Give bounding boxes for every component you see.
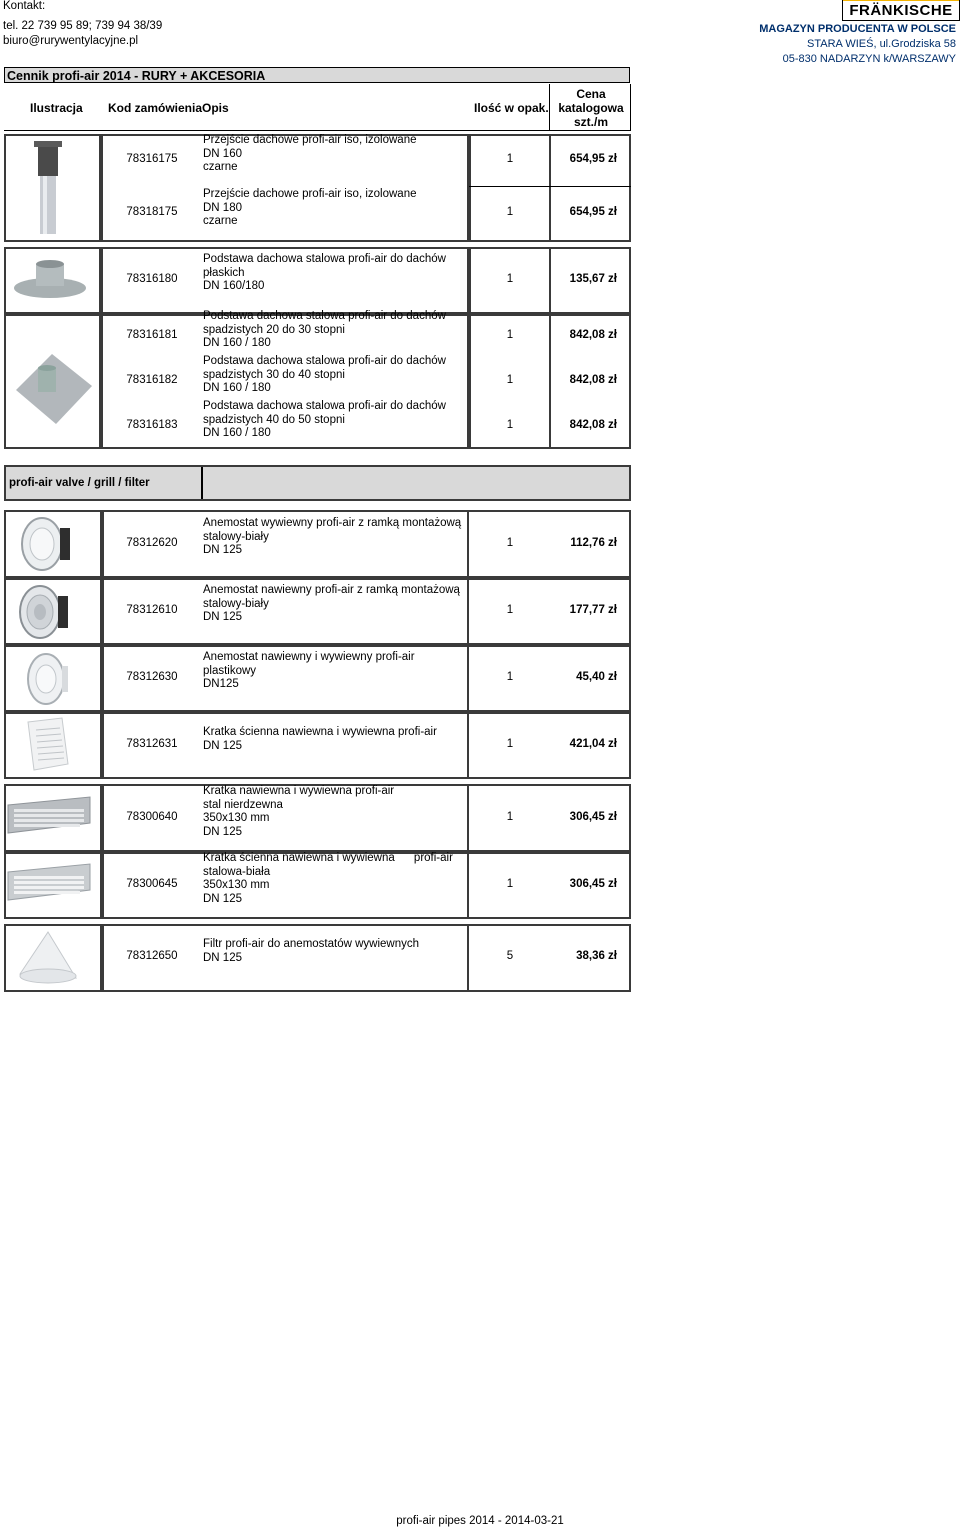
header-bottom-line — [4, 130, 631, 131]
supply-valve-image — [18, 584, 78, 640]
row-divider — [469, 186, 631, 187]
package-quantity: 1 — [506, 738, 514, 750]
order-code: 78312650 — [126, 950, 178, 962]
flat-roof-base-image — [8, 258, 98, 302]
product-description: Anemostat nawiewny i wywiewny profi-air plastikowy DN125 — [203, 651, 415, 690]
product-description: Anemostat wywiewny profi-air z ramką montażową stalowy-biały DN 125 — [203, 517, 462, 556]
filter-cone-image — [14, 930, 88, 986]
col-header-price — [551, 87, 631, 129]
catalog-price: 306,45 zł — [569, 811, 617, 823]
contact-block — [3, 0, 162, 51]
brand-logo — [842, 0, 960, 21]
col-header-code: Kod zamówienia — [108, 101, 203, 115]
product-description: Podstawa dachowa stalowa profi-air do dachów płaskich DN 160/180 — [203, 253, 446, 292]
col-header-price-3: szt./m — [573, 115, 608, 129]
col-header-description: Opis — [202, 101, 229, 115]
product-description: Filtr profi-air do anemostatów wywiewnych DN 125 — [203, 938, 420, 964]
product-description: Podstawa dachowa stalowa profi-air do dachów spadzistych 20 do 30 stopni DN 160 / 180 — [203, 310, 446, 349]
order-code: 78316175 — [126, 153, 178, 165]
package-quantity: 1 — [506, 273, 514, 285]
catalog-price: 842,08 zł — [569, 329, 617, 341]
qty-cell — [469, 134, 551, 242]
product-description: Podstawa dachowa stalowa profi-air do dachów spadzistych 40 do 50 stopni DN 160 / 180 — [203, 400, 446, 439]
order-code: 78316181 — [126, 329, 178, 341]
package-quantity: 1 — [506, 374, 514, 386]
section-title: profi-air valve / grill / filter — [9, 477, 150, 489]
page-footer: profi-air pipes 2014 - 2014-03-21 — [396, 1515, 564, 1527]
section-header — [4, 465, 631, 501]
order-code: 78316180 — [126, 273, 178, 285]
catalog-price: 135,67 zł — [569, 273, 617, 285]
package-quantity: 1 — [506, 671, 514, 683]
catalog-price: 842,08 zł — [569, 374, 617, 386]
page-title: Cennik profi-air 2014 - RURY + AKCESORIA — [4, 67, 630, 83]
steel-grille-image — [8, 797, 92, 839]
roof-pipe-image — [30, 138, 70, 238]
order-code: 78312630 — [126, 671, 178, 683]
package-quantity: 1 — [506, 537, 514, 549]
contact-label: Kontakt: — [3, 0, 46, 12]
package-quantity: 1 — [506, 206, 514, 218]
catalog-price: 112,76 zł — [570, 537, 617, 549]
order-code: 78318175 — [126, 206, 178, 218]
catalog-price: 177,77 zł — [569, 604, 617, 616]
col-header-price-2: katalogowa — [558, 101, 624, 115]
logo-stripe — [843, 0, 959, 1]
logo-text: FRÄNKISCHE — [849, 2, 953, 19]
company-address — [759, 22, 956, 67]
wall-grille-image — [24, 716, 74, 772]
package-quantity: 1 — [506, 419, 514, 431]
product-description: Podstawa dachowa stalowa profi-air do dachów spadzistych 30 do 40 stopni DN 160 / 180 — [203, 355, 446, 394]
product-description: Anemostat nawiewny profi-air z ramką montażową stalowy-biały DN 125 — [203, 584, 460, 623]
order-code: 78312631 — [126, 738, 178, 750]
email-link[interactable]: biuro@rurywentylacyjne.pl — [3, 35, 139, 47]
plastic-valve-image — [24, 652, 74, 706]
col-divider — [630, 84, 631, 130]
catalog-price: 654,95 zł — [569, 206, 617, 218]
package-quantity: 1 — [506, 878, 514, 890]
product-description: Kratka ścienna nawiewna i wywiewna profi-air DN 125 — [203, 726, 437, 752]
package-quantity: 1 — [506, 153, 514, 165]
phone-text: tel. 22 739 95 89; 739 94 38/39 — [3, 20, 163, 32]
col-header-price-1: Cena — [576, 87, 606, 101]
catalog-price: 842,08 zł — [569, 419, 617, 431]
product-description: Kratka ścienna nawiewna i wywiewna profi-air stalowa-biała 350x130 mm DN 125 — [203, 852, 453, 905]
product-description: Przejście dachowe profi-air iso, izolowane DN 180 czarne — [203, 188, 417, 227]
order-code: 78300645 — [126, 878, 178, 890]
exhaust-valve-image — [20, 516, 80, 572]
package-quantity: 1 — [506, 811, 514, 823]
col-divider — [201, 467, 203, 499]
order-code: 78312620 — [126, 537, 178, 549]
col-header-illustration: Ilustracja — [30, 101, 83, 115]
package-quantity: 5 — [506, 950, 514, 962]
catalog-price: 38,36 zł — [576, 950, 617, 962]
product-description: Przejście dachowe profi-air iso, izolowane DN 160 czarne — [203, 134, 417, 173]
catalog-price: 421,04 zł — [569, 738, 617, 750]
catalog-price: 654,95 zł — [569, 153, 617, 165]
white-grille-image — [8, 864, 92, 906]
price-cell — [549, 134, 631, 242]
col-header-quantity: Ilość w opak. — [474, 101, 549, 115]
package-quantity: 1 — [506, 329, 514, 341]
catalog-price: 306,45 zł — [569, 878, 617, 890]
product-description: Kratka nawiewna i wywiewna profi-air stal nierdzewna 350x130 mm DN 125 — [203, 785, 395, 838]
order-code: 78300640 — [126, 811, 178, 823]
address-line-2: 05-830 NADARZYN k/WARSZAWY — [782, 53, 956, 65]
col-divider — [549, 84, 550, 130]
address-line-1: STARA WIEŚ, ul.Grodziska 58 — [807, 38, 956, 50]
package-quantity: 1 — [506, 604, 514, 616]
order-code: 78316182 — [126, 374, 178, 386]
pitched-roof-base-image — [6, 350, 96, 430]
warehouse-name: MAGAZYN PRODUCENTA W POLSCE — [759, 23, 956, 35]
catalog-price: 45,40 zł — [576, 671, 617, 683]
order-code: 78316183 — [126, 419, 178, 431]
order-code: 78312610 — [126, 604, 178, 616]
